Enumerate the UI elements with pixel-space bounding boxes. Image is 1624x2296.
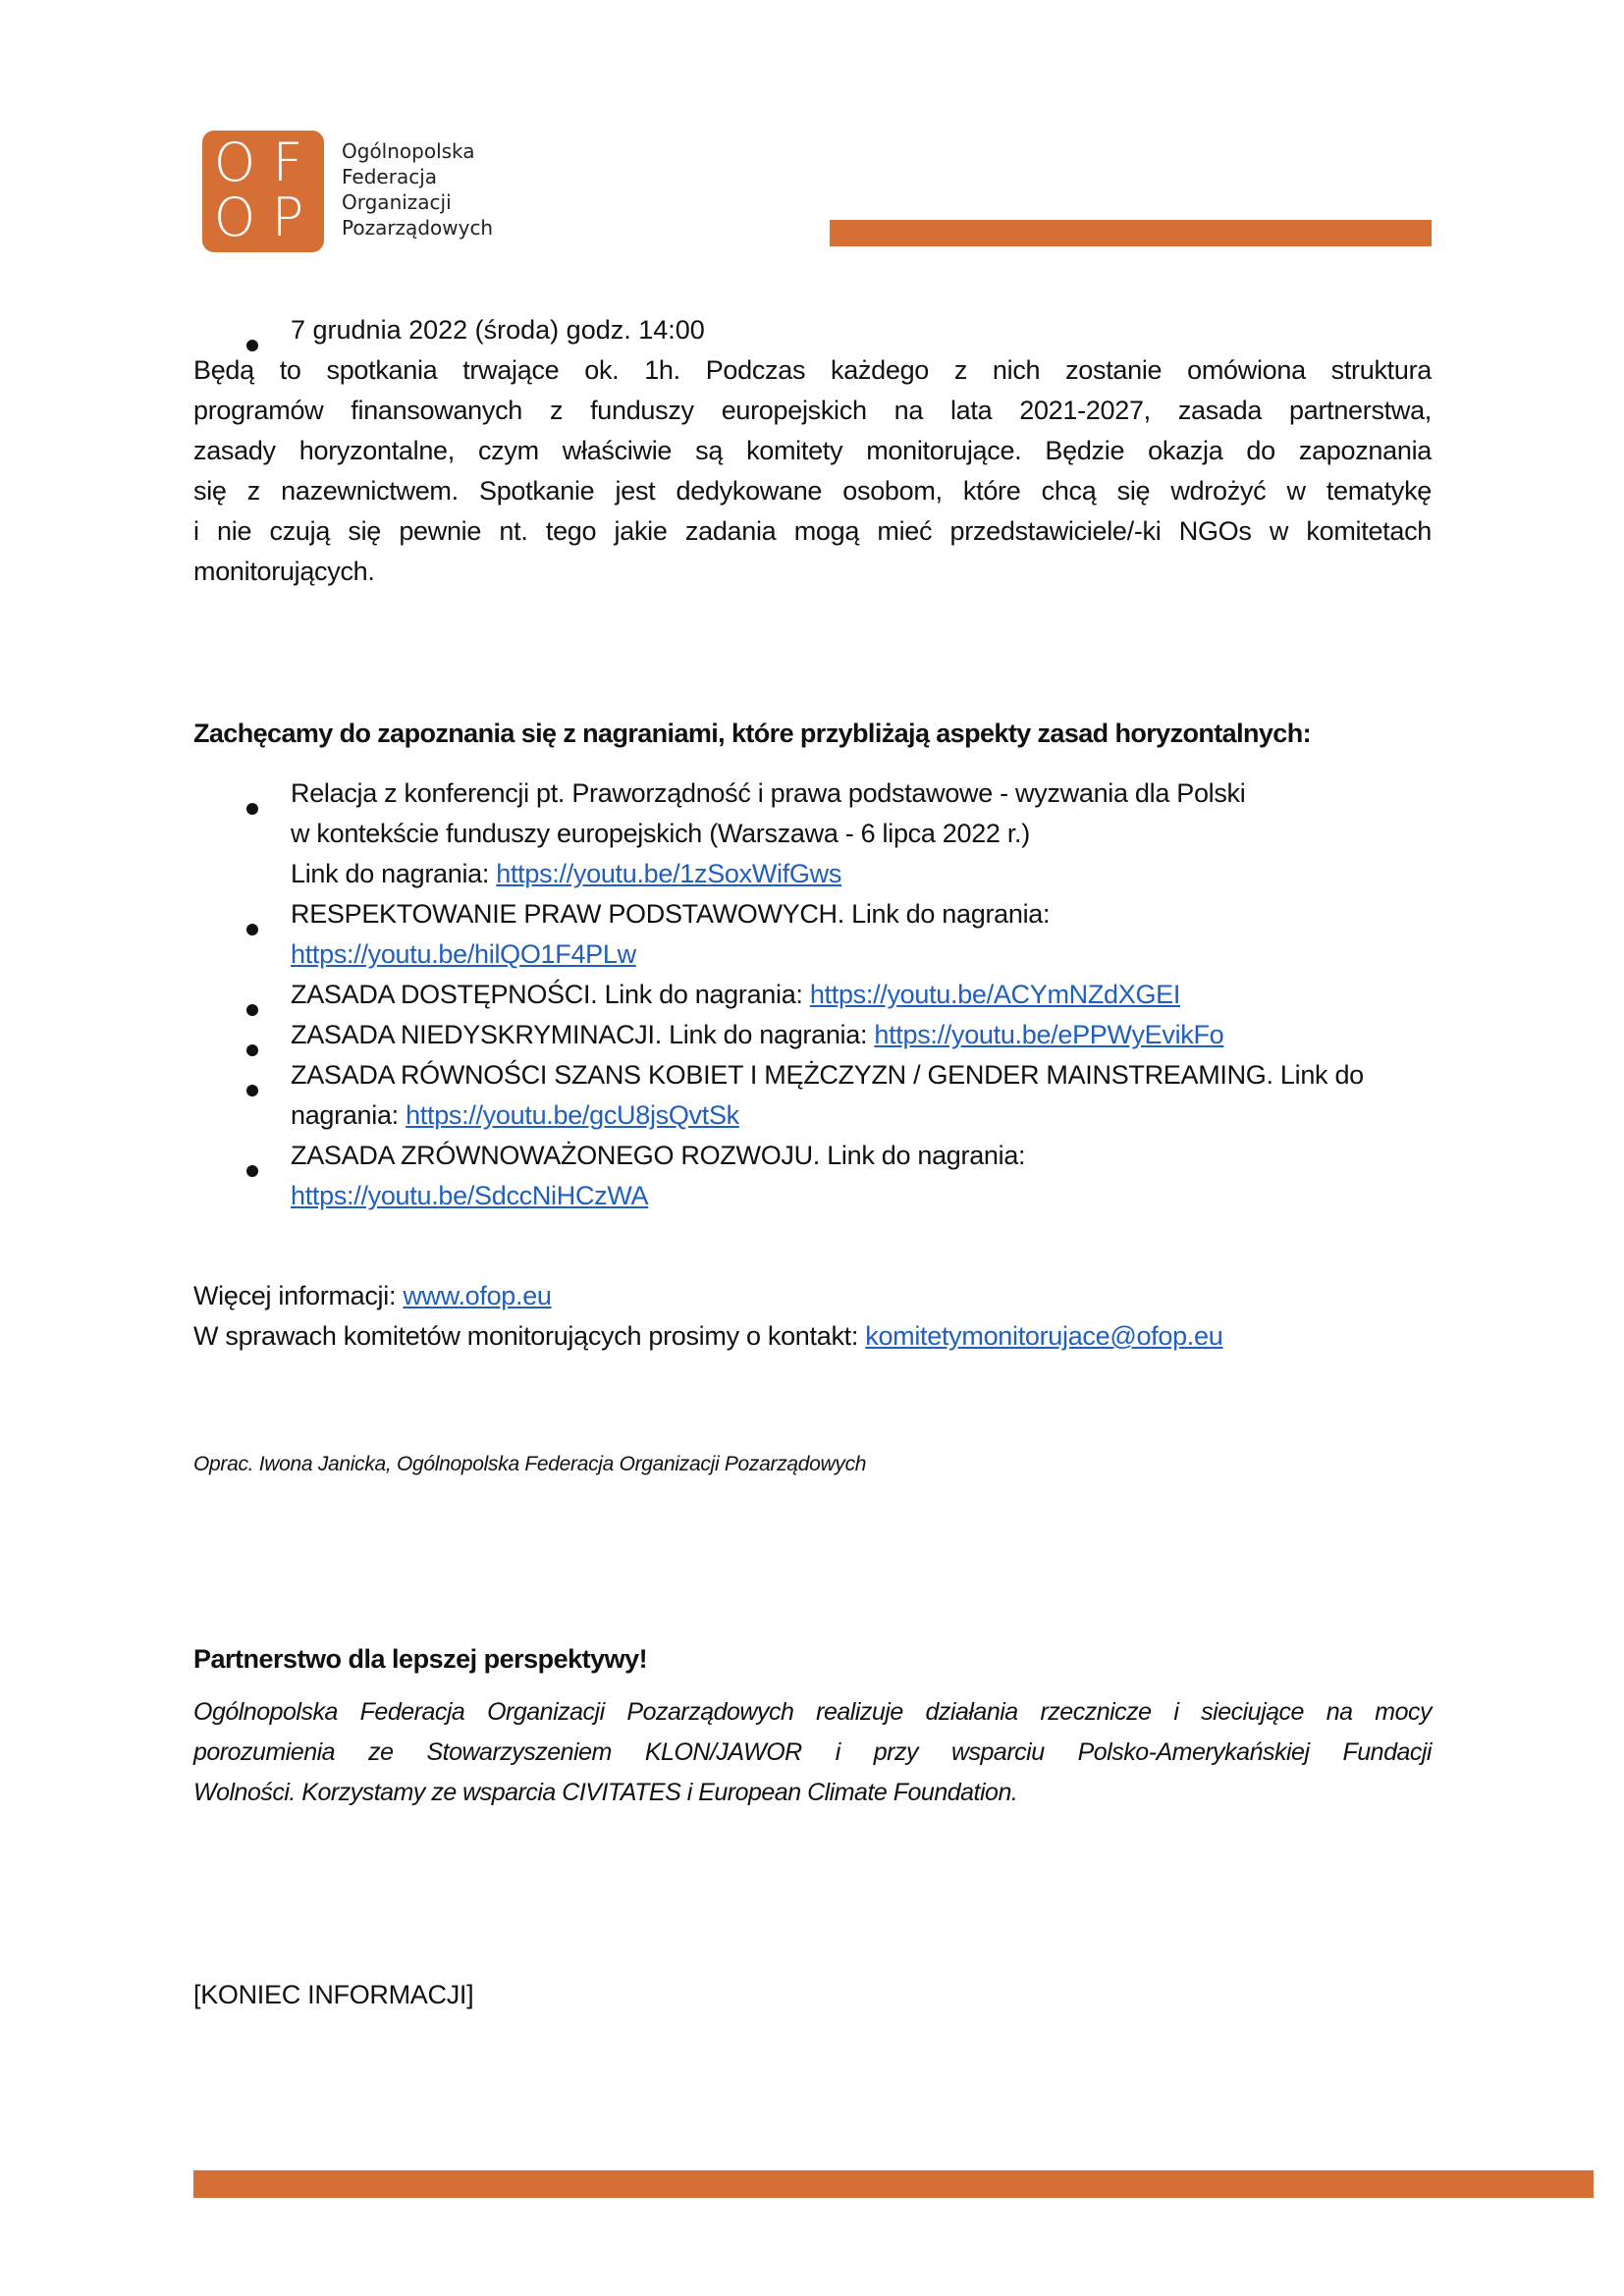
item-title: w kontekście funduszy europejskich (Warszawa - 6 lipca 2022 r.) <box>291 819 1030 848</box>
description-line: zasady horyzontalne, czym właściwie są komitety monitorujące. Będzie okazja do zapoznania <box>193 436 1432 465</box>
end-marker: [KONIEC INFORMACJI] <box>193 1980 474 2009</box>
contact-label: W sprawach komitetów monitorujących prosimy o kontakt: <box>193 1321 866 1351</box>
item-title: ZASADA RÓWNOŚCI SZANS KOBIET I MĘŻCZYZN / GENDER MAINSTREAMING. Link do <box>291 1060 1364 1090</box>
list-item <box>291 1055 1432 1136</box>
more-info-label: Więcej informacji: <box>193 1281 404 1310</box>
item-title: ZASADA DOSTĘPNOŚCI. Link do nagrania: <box>291 980 810 1009</box>
partnership-line: porozumienia ze Stowarzyszeniem KLON/JAWOR i przy wsparciu Polsko-Amerykańskiej Fundacji <box>193 1738 1432 1766</box>
contact-info <box>193 1276 1432 1357</box>
item-title: ZASADA NIEDYSKRYMINACJI. Link do nagrania: <box>291 1020 875 1049</box>
website-link[interactable]: www.ofop.eu <box>403 1281 552 1310</box>
item-link-line <box>291 1095 1432 1136</box>
description-line: monitorujących. <box>193 557 375 586</box>
ofop-logo <box>202 131 324 252</box>
item-link-line <box>291 975 1432 1015</box>
recording-link[interactable]: https://youtu.be/ePPWyEvikFo <box>874 1020 1224 1049</box>
recording-link[interactable]: https://youtu.be/1zSoxWifGws <box>496 859 842 888</box>
more-info-line <box>193 1276 1432 1316</box>
meeting-description <box>193 350 1432 592</box>
bullet-icon <box>246 1044 258 1056</box>
bullet-icon <box>246 803 258 815</box>
partnership-heading: Partnerstwo dla lepszej perspektywy! <box>193 1644 648 1674</box>
header-accent-bar <box>830 220 1432 246</box>
meeting-date: 7 grudnia 2022 (środa) godz. 14:00 <box>291 315 705 345</box>
organization-name <box>342 138 493 240</box>
bullet-icon <box>246 1085 258 1096</box>
recording-link[interactable]: https://youtu.be/SdccNiHCzWA <box>291 1181 649 1210</box>
recordings-heading: Zachęcamy do zapoznania się z nagraniami, które przybliżają aspekty zasad horyzontalnych: <box>193 719 1311 748</box>
logo-letter-p: P <box>271 187 304 248</box>
partnership-line: Ogólnopolska Federacja Organizacji Pozarządowych realizuje działania rzecznicze i sieciujące na mocy <box>193 1698 1432 1726</box>
logo-letter-f: F <box>272 132 303 193</box>
description-line: programów finansowanych z funduszy europejskich na lata 2021-2027, zasada partnerstwa, <box>193 396 1432 425</box>
description-line: się z nazewnictwem. Spotkanie jest dedykowane osobom, które chcą się wdrożyć w tematykę <box>193 476 1432 506</box>
item-title: ZASADA ZRÓWNOWAŻONEGO ROZWOJU. Link do nagrania: <box>291 1141 1026 1170</box>
recording-link[interactable]: https://youtu.be/ACYmNZdXGEI <box>809 980 1181 1009</box>
list-item <box>291 1136 1432 1216</box>
org-name-line: Pozarządowych <box>342 216 494 240</box>
partnership-line: Wolności. Korzystamy ze wsparcia CIVITATES i European Climate Foundation. <box>193 1779 1018 1806</box>
logo-letter-o: O <box>213 132 256 193</box>
list-item <box>291 894 1432 975</box>
recording-link[interactable]: https://youtu.be/gcU8jsQvtSk <box>406 1100 739 1130</box>
email-link[interactable]: komitetymonitorujace@ofop.eu <box>865 1321 1223 1351</box>
org-name-line: Ogólnopolska <box>342 139 475 163</box>
bullet-icon <box>246 1004 258 1016</box>
footer-accent-bar <box>193 2170 1594 2198</box>
list-item <box>291 774 1432 894</box>
item-link-line <box>291 854 1432 894</box>
item-link-line <box>291 1015 1432 1055</box>
list-item <box>291 1015 1432 1055</box>
logo-letter-o: O <box>213 187 256 248</box>
recording-link[interactable]: https://youtu.be/hilQO1F4PLw <box>291 939 636 969</box>
partnership-paragraph <box>193 1692 1432 1813</box>
description-line: i nie czują się pewnie nt. tego jakie zadania mogą mieć przedstawiciele/-ki NGOs w komitetach <box>193 516 1432 546</box>
link-label: Link do nagrania: <box>291 859 497 888</box>
author-note: Oprac. Iwona Janicka, Ogólnopolska Federacja Organizacji Pozarządowych <box>193 1453 867 1475</box>
list-item <box>291 975 1432 1015</box>
org-name-line: Federacja <box>342 165 438 188</box>
org-name-line: Organizacji <box>342 190 452 214</box>
contact-line <box>193 1316 1432 1357</box>
bullet-icon <box>246 924 258 935</box>
description-line: Będą to spotkania trwające ok. 1h. Podczas każdego z nich zostanie omówiona struktura <box>193 355 1432 385</box>
link-label: nagrania: <box>291 1100 406 1130</box>
item-link-line <box>291 1176 1432 1216</box>
item-title: Relacja z konferencji pt. Praworządność i prawa podstawowe - wyzwania dla Polski <box>291 778 1246 808</box>
bullet-icon <box>246 1165 258 1177</box>
item-title: RESPEKTOWANIE PRAW PODSTAWOWYCH. Link do nagrania: <box>291 899 1051 929</box>
item-link-line <box>291 934 1432 975</box>
